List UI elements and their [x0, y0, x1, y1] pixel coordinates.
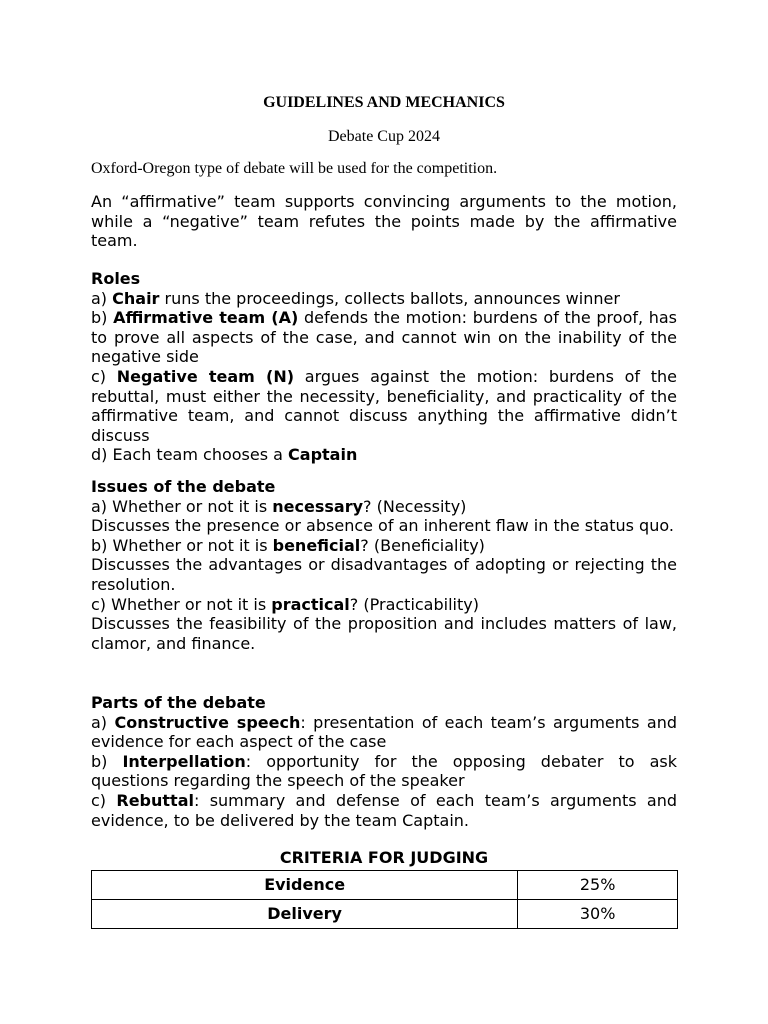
intro-text: Oxford-Oregon type of debate will be used for the competition. — [91, 160, 498, 177]
issue-description-practicability: Discusses the feasibility of the proposition and includes matters of law, clamor, and finance. — [91, 614, 677, 653]
criteria-name: Delivery — [92, 900, 518, 929]
issue-item-practicability: c) Whether or not it is practical? (Practicability) — [91, 594, 479, 614]
criteria-weight: 25% — [518, 871, 678, 900]
criteria-heading: CRITERIA FOR JUDGING — [279, 848, 489, 867]
parts-heading: Parts of the debate — [91, 693, 266, 712]
issue-item-necessity: a) Whether or not it is necessary? (Necessity) — [91, 496, 467, 516]
part-item-interpellation: b) Interpellation: opportunity for the opposing debater to ask questions regarding the speech of the speaker — [91, 751, 677, 791]
roles-section — [91, 269, 677, 465]
table-row — [92, 871, 678, 900]
role-item-chair: a) Chair runs the proceedings, collects ballots, announces winner — [91, 288, 620, 308]
role-item-captain: d) Each team chooses a Captain — [91, 445, 358, 465]
part-item-constructive: a) Constructive speech: presentation of each team’s arguments and evidence for each aspect of the case — [91, 712, 678, 752]
roles-heading: Roles — [91, 269, 141, 288]
parts-section — [91, 693, 677, 830]
issue-item-beneficiality: b) Whether or not it is beneficial? (Beneficiality) — [91, 535, 485, 555]
issue-description-necessity: Discusses the presence or absence of an inherent flaw in the status quo. — [91, 516, 674, 536]
issue-description-beneficiality: Discusses the advantages or disadvantages of adopting or rejecting the resolution. — [91, 555, 677, 594]
criteria-name: Evidence — [92, 871, 518, 900]
role-item-affirmative: b) Affirmative team (A) defends the motion: burdens of the proof, has to prove all aspects of the case, and cannot win on the inability of the negative side — [91, 308, 678, 367]
role-item-negative: c) Negative team (N) argues against the motion: burdens of the rebuttal, must either the necessity, beneficiality, and practicality of the affirmative team, and cannot discuss anything the affirmative didn’t discuss — [91, 366, 678, 445]
description-paragraph: An “affirmative” team supports convincing arguments to the motion, while a “negative” team refutes the points made by the affirmative team. — [91, 192, 677, 251]
document-title: GUIDELINES AND MECHANICS — [263, 94, 505, 111]
document-subtitle: Debate Cup 2024 — [328, 128, 440, 145]
criteria-weight: 30% — [518, 900, 678, 929]
issues-section — [91, 477, 677, 653]
table-row — [92, 900, 678, 929]
criteria-table — [91, 870, 678, 929]
issues-heading: Issues of the debate — [91, 477, 276, 496]
part-item-rebuttal: c) Rebuttal: summary and defense of each team’s arguments and evidence, to be delivered by the team Captain. — [91, 790, 678, 830]
